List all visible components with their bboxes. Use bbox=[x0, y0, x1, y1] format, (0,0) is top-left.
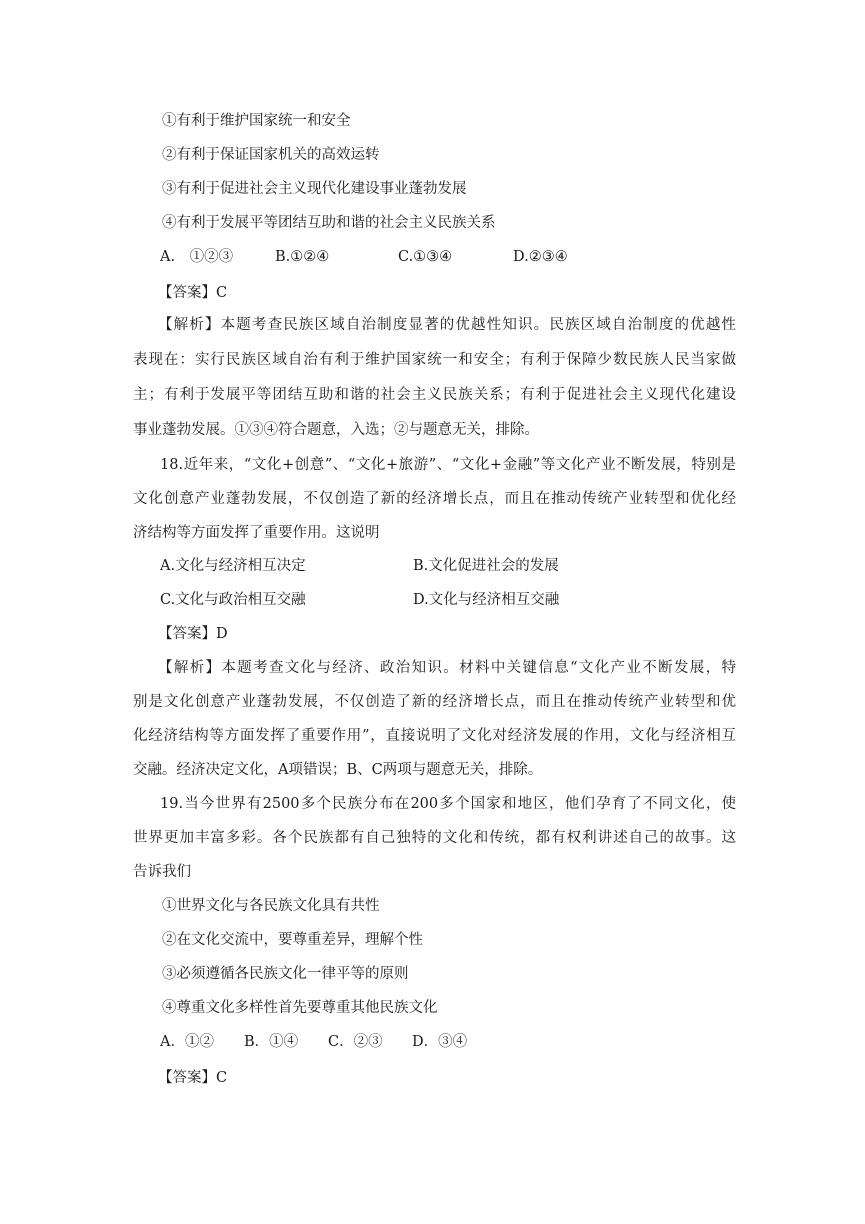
q17-statement-4: ④有利于发展平等团结互助和谐的社会主义民族关系 bbox=[162, 215, 496, 231]
q18-analysis-line-3: 化经济结构等方面发挥了重要作用”，直接说明了文化对经济发展的作用，文化与经济相互 bbox=[133, 728, 736, 744]
q19-option-a: A．①② bbox=[160, 1034, 214, 1050]
q17-answer: 【答案】C bbox=[158, 285, 228, 301]
q19-stem-line-2: 世界更加丰富多彩。各个民族都有自己独特的文化和传统，都有权利讲述自己的故事。这 bbox=[133, 830, 736, 846]
q17-statement-3: ③有利于促进社会主义现代化建设事业蓬勃发展 bbox=[162, 181, 467, 197]
q18-analysis-line-2: 别是文化创意产业蓬勃发展，不仅创造了新的经济增长点，而且在推动传统产业转型和优 bbox=[133, 694, 736, 710]
q19-statement-1: ①世界文化与各民族文化具有共性 bbox=[162, 898, 380, 914]
q17-analysis-line-3: 主；有利于发展平等团结互助和谐的社会主义民族关系；有利于促进社会主义现代化建设 bbox=[133, 387, 736, 403]
q17-analysis-line-2: 表现在：实行民族区域自治有利于维护国家统一和安全；有利于保障少数民族人民当家做 bbox=[133, 352, 736, 368]
q19-stem-line-1: 19.当今世界有2500多个民族分布在200多个国家和地区，他们孕育了不同文化，使 bbox=[160, 796, 736, 812]
q18-analysis-line-1: 【解析】本题考查文化与经济、政治知识。材料中关键信息“文化产业不断发展，特 bbox=[158, 660, 736, 676]
q17-statement-2: ②有利于保证国家机关的高效运转 bbox=[162, 147, 380, 163]
q19-statement-2: ②在文化交流中，要尊重差异，理解个性 bbox=[162, 932, 423, 948]
q18-option-c: C.文化与政治相互交融 bbox=[160, 592, 306, 608]
q17-statement-1: ①有利于维护国家统一和安全 bbox=[162, 113, 351, 129]
q18-answer: 【答案】D bbox=[158, 626, 228, 642]
q19-option-d: D．③④ bbox=[412, 1034, 468, 1050]
q17-analysis-line-4: 事业蓬勃发展。①③④符合题意，入选；②与题意无关，排除。 bbox=[133, 422, 539, 438]
q17-option-d: D.②③④ bbox=[513, 249, 568, 265]
q19-option-c: C．②③ bbox=[328, 1034, 383, 1050]
q19-option-b: B．①④ bbox=[244, 1034, 299, 1050]
q18-stem-line-3: 济结构等方面发挥了重要作用。这说明 bbox=[133, 525, 380, 541]
q18-option-a: A.文化与经济相互决定 bbox=[160, 558, 306, 574]
q18-option-d: D.文化与经济相互交融 bbox=[413, 592, 560, 608]
q17-option-b: B.①②④ bbox=[275, 249, 330, 265]
q19-statement-4: ④尊重文化多样性首先要尊重其他民族文化 bbox=[162, 1000, 438, 1016]
q17-option-a: A. ①②③ bbox=[160, 249, 234, 265]
q19-answer: 【答案】C bbox=[158, 1070, 228, 1086]
q18-stem-line-2: 文化创意产业蓬勃发展，不仅创造了新的经济增长点，而且在推动传统产业转型和优化经 bbox=[133, 491, 736, 507]
q19-statement-3: ③必须遵循各民族文化一律平等的原则 bbox=[162, 966, 409, 982]
q17-analysis-line-1: 【解析】本题考查民族区域自治制度显著的优越性知识。民族区域自治制度的优越性 bbox=[158, 317, 736, 333]
q18-option-b: B.文化促进社会的发展 bbox=[413, 558, 559, 574]
q18-stem-line-1: 18.近年来，“文化+创意”、“文化+旅游”、“文化+金融”等文化产业不断发展，特别是 bbox=[160, 457, 736, 473]
q19-stem-line-3: 告诉我们 bbox=[133, 864, 191, 880]
q17-option-c: C.①③④ bbox=[398, 249, 453, 265]
q18-analysis-line-4: 交融。经济决定文化，A项错误；B、C两项与题意无关，排除。 bbox=[133, 762, 543, 778]
